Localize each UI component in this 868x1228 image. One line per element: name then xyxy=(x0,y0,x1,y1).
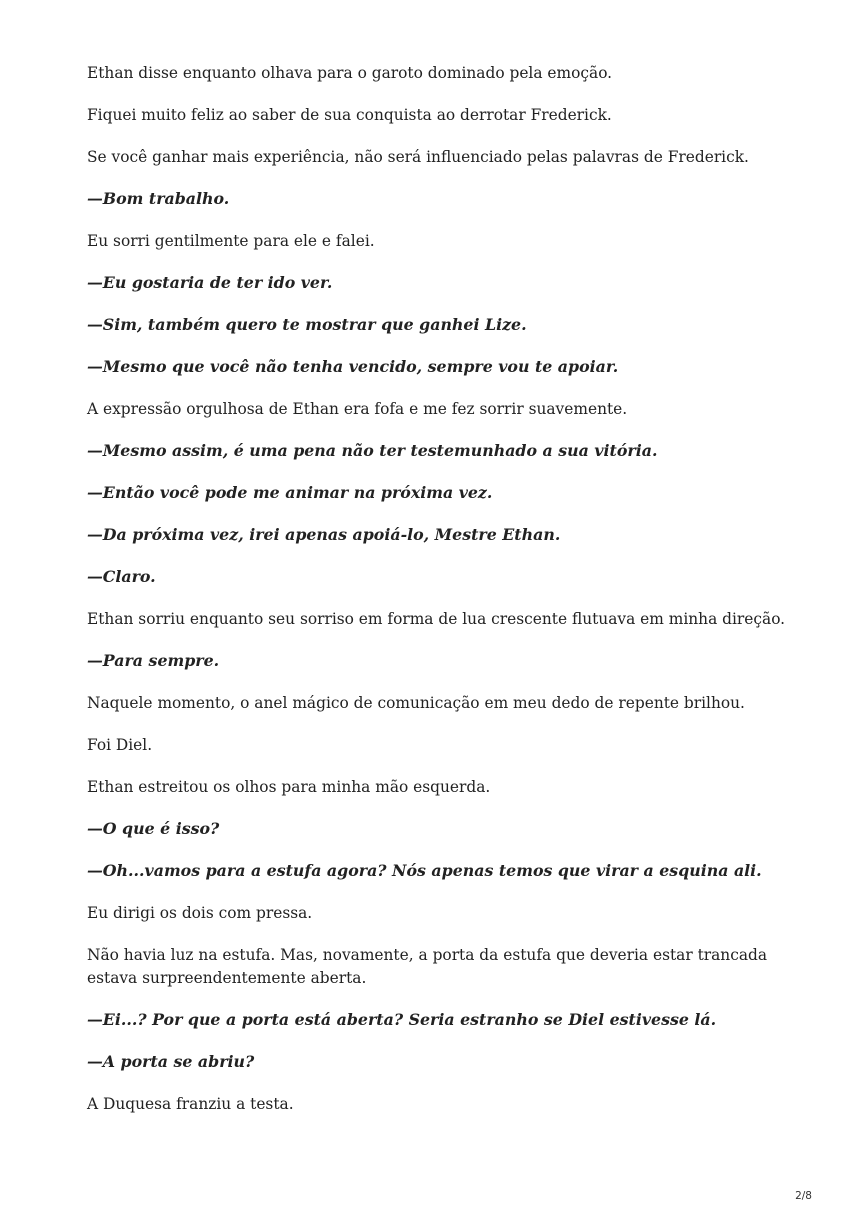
dialogue-line: —Mesmo que você não tenha vencido, sempre vou te apoiar. xyxy=(87,357,619,376)
dialogue-line: —Ei...? Por que a porta está aberta? Seria estranho se Diel estivesse lá. xyxy=(87,1009,717,1029)
paragraph: Se você ganhar mais experiência, não será influenciado pelas palavras de Frederick. xyxy=(87,148,749,166)
paragraph: A expressão orgulhosa de Ethan era fofa e me fez sorrir suavemente. xyxy=(87,400,628,418)
dialogue-line: —Bom trabalho. xyxy=(87,189,230,208)
dialogue-line: —Para sempre. xyxy=(87,651,220,670)
paragraph: Eu dirigi os dois com pressa. xyxy=(87,904,313,922)
dialogue-line: —Então você pode me animar na próxima vez. xyxy=(87,483,493,502)
dialogue-line: —Claro. xyxy=(87,567,156,586)
page-number: 2/8 xyxy=(795,1190,812,1202)
paragraph: Ethan sorriu enquanto seu sorriso em forma de lua crescente flutuava em minha direção. xyxy=(87,610,786,628)
paragraph: Foi Diel. xyxy=(87,736,153,754)
dialogue-line: —Sim, também quero te mostrar que ganhei Lize. xyxy=(87,315,527,334)
dialogue-line: —O que é isso? xyxy=(87,819,220,838)
paragraph: Ethan disse enquanto olhava para o garoto dominado pela emoção. xyxy=(87,64,613,82)
dialogue-line: —A porta se abriu? xyxy=(87,1051,255,1071)
dialogue-line: —Da próxima vez, irei apenas apoiá-lo, Mestre Ethan. xyxy=(87,525,561,544)
paragraph: Ethan estreitou os olhos para minha mão esquerda. xyxy=(87,778,491,796)
paragraph: Não havia luz na estufa. Mas, novamente, a porta da estufa que deveria estar trancada estava surpreendentemente aberta. xyxy=(87,946,768,987)
dialogue-line: —Mesmo assim, é uma pena não ter testemunhado a sua vitória. xyxy=(87,441,658,460)
paragraph: Naquele momento, o anel mágico de comunicação em meu dedo de repente brilhou. xyxy=(87,694,745,712)
document-body xyxy=(87,62,787,1135)
dialogue-line: —Eu gostaria de ter ido ver. xyxy=(87,273,333,292)
paragraph: Fiquei muito feliz ao saber de sua conquista ao derrotar Frederick. xyxy=(87,106,612,124)
paragraph: A Duquesa franziu a testa. xyxy=(87,1094,294,1113)
dialogue-line: —Oh...vamos para a estufa agora? Nós apenas temos que virar a esquina ali. xyxy=(87,861,762,880)
paragraph: Eu sorri gentilmente para ele e falei. xyxy=(87,232,375,250)
